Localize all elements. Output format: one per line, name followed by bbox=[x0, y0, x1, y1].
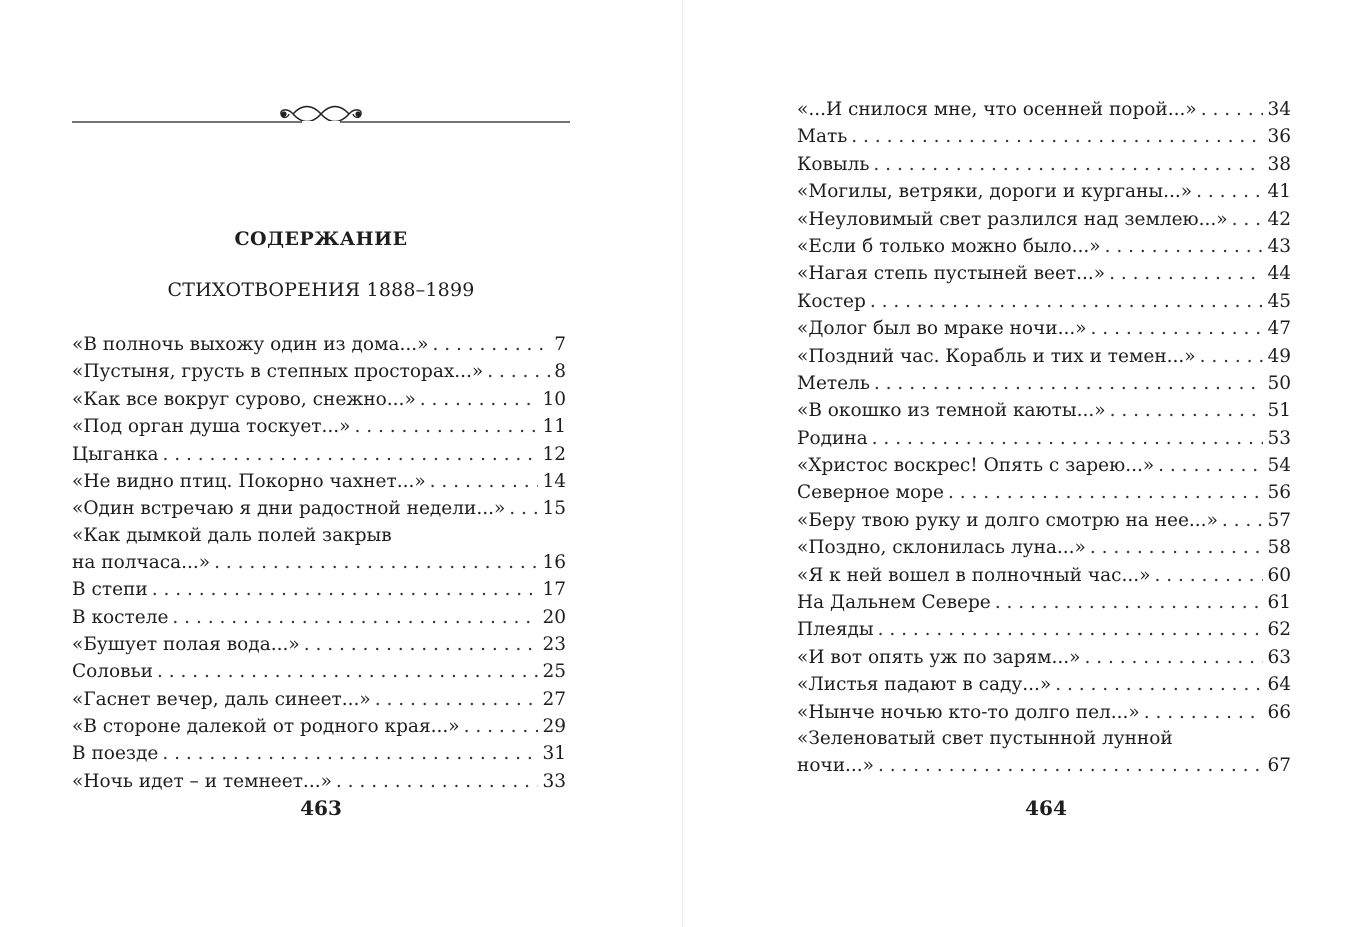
toc-entry-title: Костер bbox=[797, 290, 866, 312]
toc-entry[interactable] bbox=[72, 686, 566, 713]
dot-leader bbox=[872, 425, 1264, 452]
toc-entry-page: 47 bbox=[1267, 318, 1291, 340]
dot-leader bbox=[874, 370, 1264, 397]
toc-entry-title: Северное море bbox=[797, 482, 944, 504]
toc-entry[interactable] bbox=[797, 726, 1291, 779]
toc-entry-title: «Беру твою руку и долго смотрю на нее...» bbox=[797, 509, 1218, 531]
dot-leader bbox=[878, 616, 1264, 643]
toc-entry-page: 61 bbox=[1267, 592, 1291, 614]
toc-entry[interactable] bbox=[72, 523, 566, 576]
dot-leader bbox=[152, 576, 539, 603]
toc-entry-page: 17 bbox=[542, 579, 566, 601]
toc-entry[interactable] bbox=[797, 233, 1291, 260]
toc-entry-page: 14 bbox=[542, 470, 566, 492]
toc-entry[interactable] bbox=[72, 413, 566, 440]
toc-entry-title: «И вот опять уж по зарям...» bbox=[797, 646, 1081, 668]
toc-entry-page: 20 bbox=[542, 606, 566, 628]
toc-entry-title: «Неуловимый свет разлился над землею...» bbox=[797, 208, 1228, 230]
toc-entry-title: «Один встречаю я дни радостной недели...» bbox=[72, 498, 506, 520]
toc-entry-page: 66 bbox=[1267, 701, 1291, 723]
toc-entry[interactable] bbox=[797, 151, 1291, 178]
toc-entry-page: 53 bbox=[1267, 427, 1291, 449]
toc-entry-title: В костеле bbox=[72, 606, 169, 628]
toc-entry[interactable] bbox=[797, 260, 1291, 287]
toc-entry[interactable] bbox=[72, 386, 566, 413]
toc-entry[interactable] bbox=[797, 589, 1291, 616]
toc-entry-title: «Как все вокруг сурово, снежно...» bbox=[72, 388, 416, 410]
toc-entry-page: 41 bbox=[1267, 181, 1291, 203]
toc-entry-title: «Как дымкой даль полей закрыв bbox=[72, 524, 392, 546]
toc-entry-page: 27 bbox=[542, 688, 566, 710]
toc-entry[interactable] bbox=[797, 699, 1291, 726]
toc-entry[interactable] bbox=[797, 370, 1291, 397]
dot-leader bbox=[1091, 315, 1264, 342]
dot-leader bbox=[163, 441, 539, 468]
toc-entry[interactable] bbox=[72, 658, 566, 685]
toc-entry[interactable] bbox=[797, 288, 1291, 315]
toc-entry-title: В поезде bbox=[72, 743, 159, 765]
toc-entry-title: Родина bbox=[797, 427, 868, 449]
dot-leader bbox=[870, 288, 1264, 315]
toc-entry[interactable] bbox=[797, 206, 1291, 233]
dot-leader bbox=[157, 658, 538, 685]
toc-entry-title: «Не видно птиц. Покорно чахнет...» bbox=[72, 470, 426, 492]
toc-entry-page: 36 bbox=[1267, 126, 1291, 148]
toc-entry[interactable] bbox=[797, 616, 1291, 643]
dot-leader bbox=[873, 151, 1263, 178]
toc-entry-page: 29 bbox=[542, 716, 566, 738]
dot-leader bbox=[878, 752, 1263, 779]
toc-entry-title: «В полночь выхожу один из дома...» bbox=[72, 334, 429, 355]
dot-leader bbox=[1158, 452, 1263, 479]
toc-entry[interactable] bbox=[797, 123, 1291, 150]
toc-entry[interactable] bbox=[797, 343, 1291, 370]
toc-entry-page: 12 bbox=[542, 443, 566, 465]
dot-leader bbox=[336, 768, 539, 795]
dot-leader bbox=[464, 713, 539, 740]
toc-entry-page: 31 bbox=[542, 743, 566, 765]
toc-entry[interactable] bbox=[72, 468, 566, 495]
dot-leader bbox=[1109, 260, 1263, 287]
page-number-right: 464 bbox=[1025, 796, 1067, 820]
dot-leader bbox=[430, 468, 539, 495]
toc-entry-title: Цыганка bbox=[72, 443, 159, 465]
toc-entry-title: «Христос воскрес! Опять с зарею...» bbox=[797, 455, 1155, 477]
dot-leader bbox=[851, 123, 1263, 150]
toc-entry-title: «Бушует полая вода...» bbox=[72, 633, 300, 655]
toc-entry[interactable] bbox=[72, 631, 566, 658]
toc-entry-title: «Ночь идет – и темнеет...» bbox=[72, 770, 332, 792]
toc-entry-page: 7 bbox=[554, 334, 566, 355]
toc-entry-page: 45 bbox=[1267, 290, 1291, 312]
toc-entry[interactable] bbox=[72, 768, 566, 795]
dot-leader bbox=[1090, 534, 1264, 561]
toc-heading: СОДЕРЖАНИЕ bbox=[234, 228, 408, 250]
dot-leader bbox=[172, 604, 538, 631]
dot-leader bbox=[1222, 507, 1264, 534]
toc-entry-page: 51 bbox=[1267, 400, 1291, 422]
section-title: СТИХОТВОРЕНИЯ 1888–1899 bbox=[167, 279, 475, 301]
toc-entry-title: «Нынче ночью кто-то долго пел...» bbox=[797, 701, 1140, 723]
dot-leader bbox=[375, 686, 539, 713]
toc-entry-page: 43 bbox=[1267, 235, 1291, 257]
toc-entry-title: «Если б только можно было...» bbox=[797, 235, 1101, 257]
dot-leader bbox=[304, 631, 539, 658]
toc-entry[interactable] bbox=[72, 331, 566, 358]
toc-entry-title: «Гаснет вечер, даль синеет...» bbox=[72, 688, 371, 710]
toc-entry-page: 25 bbox=[542, 661, 566, 683]
toc-entry-title: «...И снилося мне, что осенней порой...» bbox=[797, 99, 1197, 120]
toc-entry-title: «Долог был во мраке ночи...» bbox=[797, 318, 1087, 340]
toc-entry[interactable] bbox=[797, 452, 1291, 479]
dot-leader bbox=[509, 495, 538, 522]
dot-leader bbox=[420, 386, 539, 413]
dot-leader bbox=[1196, 178, 1263, 205]
dot-leader bbox=[1105, 233, 1264, 260]
toc-entry[interactable] bbox=[797, 534, 1291, 561]
toc-entry[interactable] bbox=[72, 358, 566, 385]
toc-entry-title: «Листья падают в саду...» bbox=[797, 674, 1052, 696]
toc-entry-title: «Я к ней вошел в полночный час...» bbox=[797, 564, 1151, 586]
toc-entry-page: 33 bbox=[542, 770, 566, 792]
toc-entry[interactable] bbox=[72, 441, 566, 468]
toc-entry-page: 8 bbox=[554, 361, 566, 383]
toc-entry-page: 42 bbox=[1267, 208, 1291, 230]
toc-entry-page: 49 bbox=[1267, 345, 1291, 367]
toc-entry[interactable] bbox=[72, 713, 566, 740]
toc-entry-page: 23 bbox=[542, 633, 566, 655]
toc-list-right bbox=[797, 96, 1291, 779]
toc-entry-title: Ковыль bbox=[797, 153, 870, 175]
dot-leader bbox=[948, 479, 1264, 506]
toc-entry-page: 60 bbox=[1267, 564, 1291, 586]
toc-entry-page: 34 bbox=[1267, 99, 1291, 120]
toc-entry-title: «Могилы, ветряки, дороги и курганы...» bbox=[797, 181, 1193, 203]
dot-leader bbox=[1110, 397, 1264, 424]
toc-entry-title: «Зеленоватый свет пустынной лунной bbox=[797, 727, 1173, 749]
toc-entry-title: На Дальнем Севере bbox=[797, 592, 991, 614]
toc-entry[interactable] bbox=[72, 576, 566, 603]
toc-entry-title: «В стороне далекой от родного края...» bbox=[72, 716, 460, 738]
toc-entry-title: «Поздно, склонилась луна...» bbox=[797, 537, 1086, 559]
toc-entry[interactable] bbox=[797, 96, 1291, 123]
toc-entry-page: 56 bbox=[1267, 482, 1291, 504]
toc-entry-title: Мать bbox=[797, 126, 848, 148]
toc-entry[interactable] bbox=[72, 740, 566, 767]
toc-entry[interactable] bbox=[72, 604, 566, 631]
toc-entry-page: 10 bbox=[542, 388, 566, 410]
dot-leader bbox=[1232, 206, 1264, 233]
toc-entry-title: «В окошко из темной каюты...» bbox=[797, 400, 1106, 422]
toc-entry[interactable] bbox=[797, 507, 1291, 534]
toc-entry[interactable] bbox=[797, 479, 1291, 506]
dot-leader bbox=[1154, 562, 1263, 589]
toc-entry[interactable] bbox=[797, 397, 1291, 424]
toc-entry[interactable] bbox=[797, 315, 1291, 342]
toc-entry-page: 58 bbox=[1267, 537, 1291, 559]
toc-entry[interactable] bbox=[797, 562, 1291, 589]
toc-entry-page: 62 bbox=[1267, 619, 1291, 641]
toc-entry[interactable] bbox=[797, 671, 1291, 698]
toc-entry-title-continued: ночи...» bbox=[797, 754, 874, 776]
dot-leader bbox=[1144, 699, 1264, 726]
toc-entry-title: «Под орган душа тоскует...» bbox=[72, 416, 351, 438]
dot-leader bbox=[162, 740, 538, 767]
dot-leader bbox=[487, 358, 550, 385]
toc-list-left bbox=[72, 331, 566, 795]
dot-leader bbox=[995, 589, 1264, 616]
toc-entry-page: 15 bbox=[542, 498, 566, 520]
toc-entry[interactable] bbox=[797, 644, 1291, 671]
dot-leader bbox=[1055, 671, 1263, 698]
toc-entry-page: 63 bbox=[1267, 646, 1291, 668]
toc-entry-title: «Поздний час. Корабль и тих и темен...» bbox=[797, 345, 1196, 367]
toc-entry-title: В степи bbox=[72, 579, 148, 601]
toc-entry-page: 54 bbox=[1267, 455, 1291, 477]
toc-entry-title: «Пустыня, грусть в степных просторах...» bbox=[72, 361, 484, 383]
toc-entry-title: Метель bbox=[797, 372, 870, 394]
dot-leader bbox=[1200, 343, 1264, 370]
toc-entry[interactable] bbox=[797, 425, 1291, 452]
toc-entry-page: 67 bbox=[1267, 754, 1291, 776]
toc-entry-title: Соловьи bbox=[72, 661, 154, 683]
toc-entry-title: Плеяды bbox=[797, 619, 874, 641]
toc-entry-page: 38 bbox=[1267, 153, 1291, 175]
page-number-left: 463 bbox=[300, 796, 342, 820]
toc-entry-page: 50 bbox=[1267, 372, 1291, 394]
toc-entry-page: 64 bbox=[1267, 674, 1291, 696]
toc-entry-title-continued: на полчаса...» bbox=[72, 551, 211, 573]
dot-leader bbox=[432, 331, 550, 358]
toc-entry-page: 57 bbox=[1267, 509, 1291, 531]
toc-entry[interactable] bbox=[72, 495, 566, 522]
toc-entry-page: 11 bbox=[542, 416, 566, 438]
toc-entry-page: 44 bbox=[1267, 263, 1291, 285]
dot-leader bbox=[1201, 96, 1264, 123]
dot-leader bbox=[355, 413, 539, 440]
dot-leader bbox=[1084, 644, 1263, 671]
dot-leader bbox=[214, 549, 538, 576]
toc-entry[interactable] bbox=[797, 178, 1291, 205]
toc-entry-title: «Нагая степь пустыней веет...» bbox=[797, 263, 1106, 285]
toc-entry-page: 16 bbox=[542, 551, 566, 573]
decorative-ornament-icon bbox=[72, 100, 570, 130]
